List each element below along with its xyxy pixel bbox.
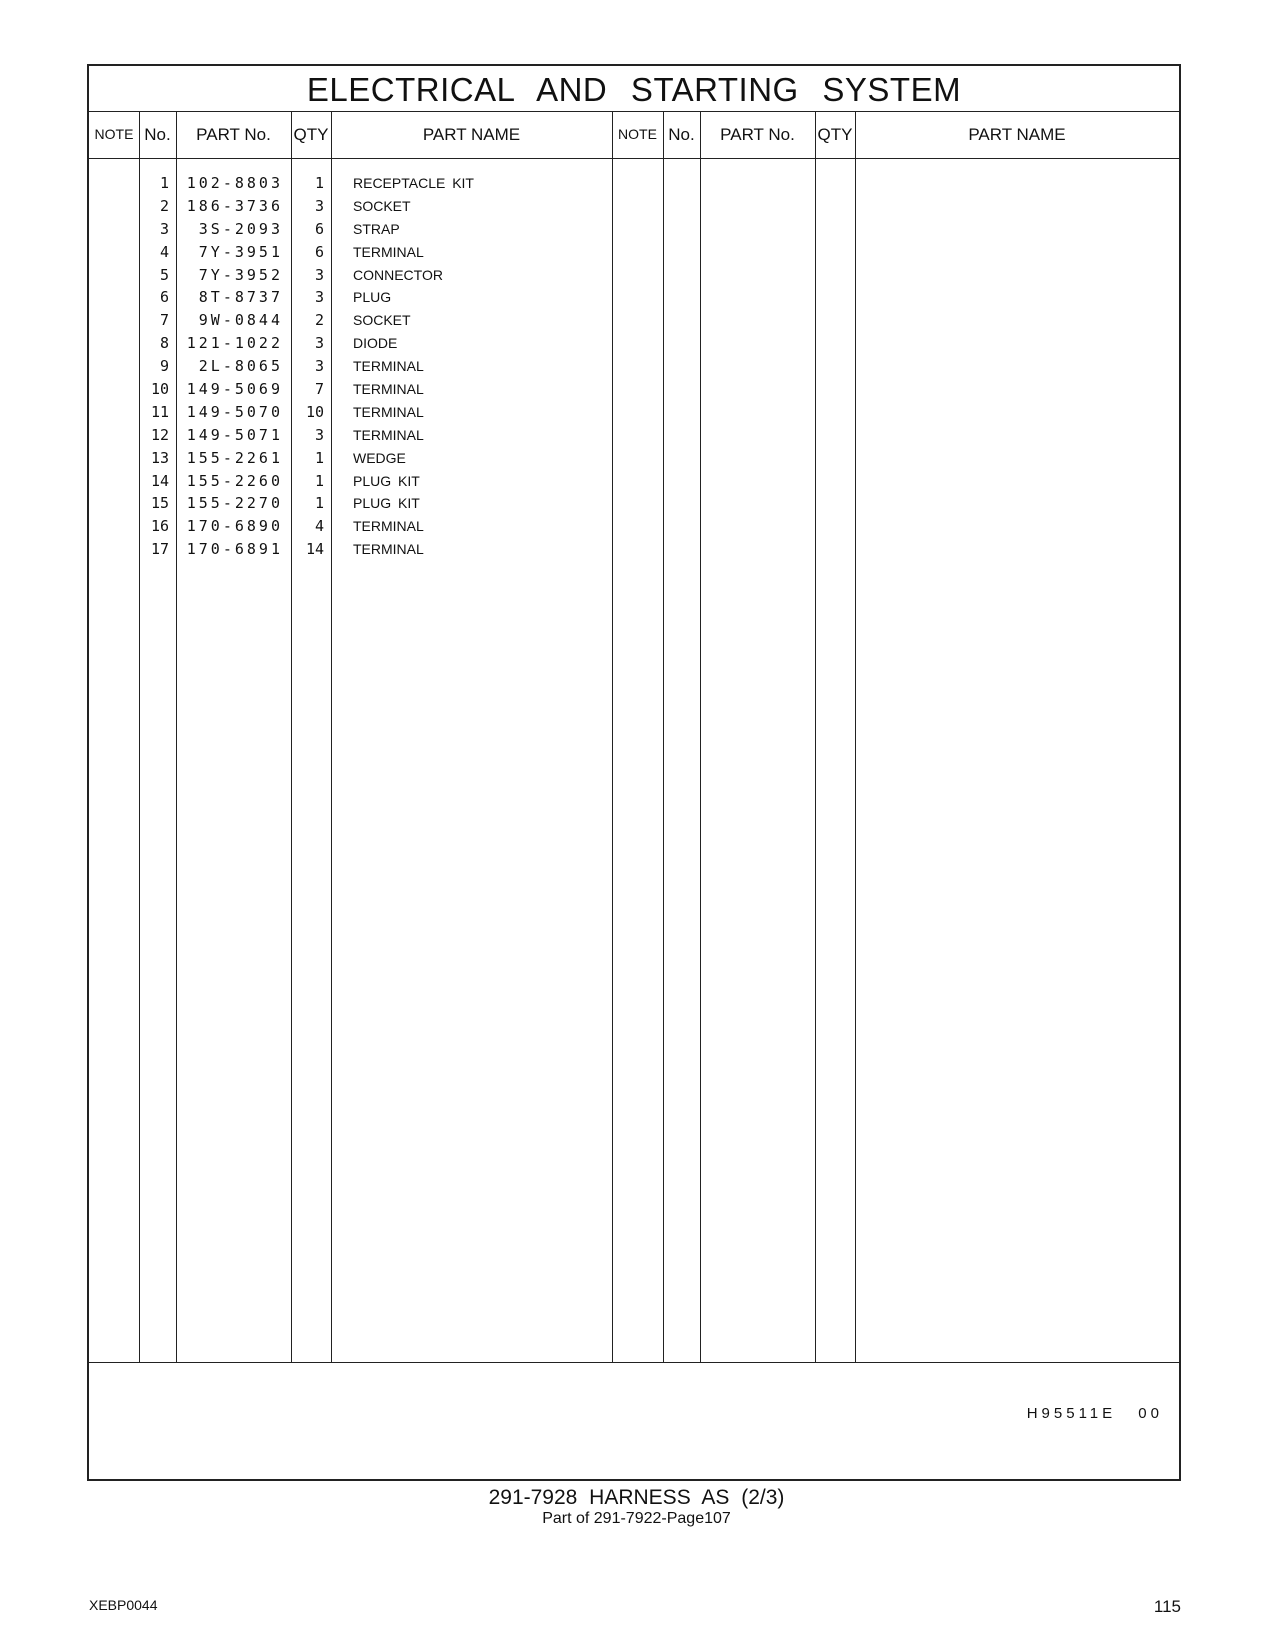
part-number: 3S-2093	[198, 219, 283, 238]
part-name: RECEPTACLE KIT	[353, 175, 474, 191]
part-name: PLUG	[353, 289, 392, 306]
table-row	[89, 195, 1179, 218]
page-number: 115	[1153, 1597, 1181, 1616]
item-number: 12	[150, 425, 169, 444]
quantity: 3	[314, 288, 324, 307]
part-name: PLUG KIT	[353, 495, 420, 512]
item-number: 6	[159, 288, 169, 307]
item-number: 3	[159, 219, 169, 238]
part-name: SOCKET	[353, 197, 411, 214]
part-number: 2L-8065	[198, 357, 283, 376]
item-number: 4	[159, 242, 169, 261]
header-part-no-left: PART No.	[196, 125, 271, 144]
table-row	[89, 401, 1179, 424]
part-name: DIODE	[353, 335, 398, 352]
caption-subtitle: Part of 291-7922-Page107	[542, 1510, 731, 1527]
item-number: 13	[150, 448, 169, 467]
table-row	[89, 515, 1179, 538]
item-number: 8	[159, 334, 169, 353]
item-number: 17	[150, 540, 169, 559]
caption-title: 291-7928 HARNESS AS (2/3)	[488, 1486, 785, 1509]
item-number: 16	[150, 517, 169, 536]
item-number: 2	[159, 196, 169, 215]
header-no-right: No.	[668, 125, 695, 144]
part-name: CONNECTOR	[353, 266, 443, 283]
item-number: 11	[150, 402, 169, 421]
quantity: 3	[314, 196, 324, 215]
table-row	[89, 378, 1179, 401]
parts-table-body	[89, 172, 1179, 561]
part-number: 102-8803	[186, 174, 283, 192]
table-row	[89, 470, 1179, 493]
table-row	[89, 286, 1179, 309]
quantity: 3	[314, 334, 324, 353]
table-row	[89, 492, 1179, 515]
quantity: 1	[314, 494, 324, 513]
part-name: SOCKET	[353, 312, 411, 329]
quantity: 6	[314, 242, 324, 261]
figure-caption	[0, 1486, 1273, 1528]
part-name: TERMINAL	[353, 358, 424, 375]
part-number: 149-5069	[186, 380, 283, 399]
part-number: 8T-8737	[198, 288, 283, 307]
quantity: 3	[314, 265, 324, 284]
quantity: 3	[314, 425, 324, 444]
document-code: H95511E 00	[1026, 1405, 1163, 1422]
footer-doc-id: XEBP0044	[89, 1597, 158, 1613]
item-number: 9	[159, 357, 169, 376]
part-name: STRAP	[353, 220, 400, 237]
part-name: PLUG KIT	[353, 472, 420, 489]
table-row	[89, 218, 1179, 241]
header-part-no-right: PART No.	[720, 125, 795, 144]
table-row	[89, 172, 1179, 195]
quantity: 1	[314, 174, 324, 192]
part-name: WEDGE	[353, 449, 406, 466]
table-row	[89, 332, 1179, 355]
table-row	[89, 538, 1179, 561]
header-no-left: No.	[144, 125, 171, 144]
header-part-name-left: PART NAME	[422, 125, 521, 144]
quantity: 1	[314, 471, 324, 490]
quantity: 3	[314, 357, 324, 376]
table-row	[89, 309, 1179, 332]
item-number: 1	[159, 174, 169, 192]
table-row	[89, 355, 1179, 378]
quantity: 1	[314, 448, 324, 467]
part-number: 186-3736	[186, 196, 283, 215]
part-name: TERMINAL	[353, 403, 424, 420]
item-number: 14	[150, 471, 169, 490]
part-name: TERMINAL	[353, 381, 424, 398]
part-number: 155-2270	[186, 494, 283, 513]
part-number: 9W-0844	[198, 311, 283, 330]
part-number: 170-6890	[186, 517, 283, 536]
table-row	[89, 264, 1179, 287]
header-note-right: NOTE	[618, 126, 657, 142]
item-number: 15	[150, 494, 169, 513]
header-note-left: NOTE	[94, 126, 134, 142]
item-number: 5	[159, 265, 169, 284]
item-number: 10	[150, 380, 169, 399]
table-row	[89, 424, 1179, 447]
quantity: 4	[314, 517, 324, 536]
table-row	[89, 447, 1179, 470]
part-number: 155-2261	[186, 448, 283, 467]
part-number: 149-5071	[186, 425, 283, 444]
part-name: TERMINAL	[353, 426, 424, 443]
column-header-row	[89, 112, 1179, 159]
parts-list-frame	[87, 64, 1181, 1481]
quantity: 6	[314, 219, 324, 238]
part-number: 121-1022	[186, 334, 283, 353]
part-number: 149-5070	[186, 402, 283, 421]
table-row	[89, 241, 1179, 264]
part-name: TERMINAL	[353, 541, 424, 558]
part-number: 155-2260	[186, 471, 283, 490]
quantity: 10	[305, 402, 324, 421]
quantity: 7	[314, 380, 324, 399]
table-bottom-rule	[89, 1362, 1179, 1363]
part-number: 7Y-3952	[198, 265, 283, 284]
quantity: 14	[305, 540, 324, 559]
header-part-name-right: PART NAME	[968, 125, 1066, 144]
section-title: ELECTRICAL AND STARTING SYSTEM	[89, 66, 1179, 112]
header-qty-left: QTY	[293, 125, 329, 144]
header-qty-right: QTY	[817, 125, 853, 144]
part-number: 170-6891	[186, 540, 283, 559]
part-name: TERMINAL	[353, 518, 424, 535]
part-name: TERMINAL	[353, 243, 424, 260]
item-number: 7	[159, 311, 169, 330]
part-number: 7Y-3951	[198, 242, 283, 261]
quantity: 2	[314, 311, 324, 330]
